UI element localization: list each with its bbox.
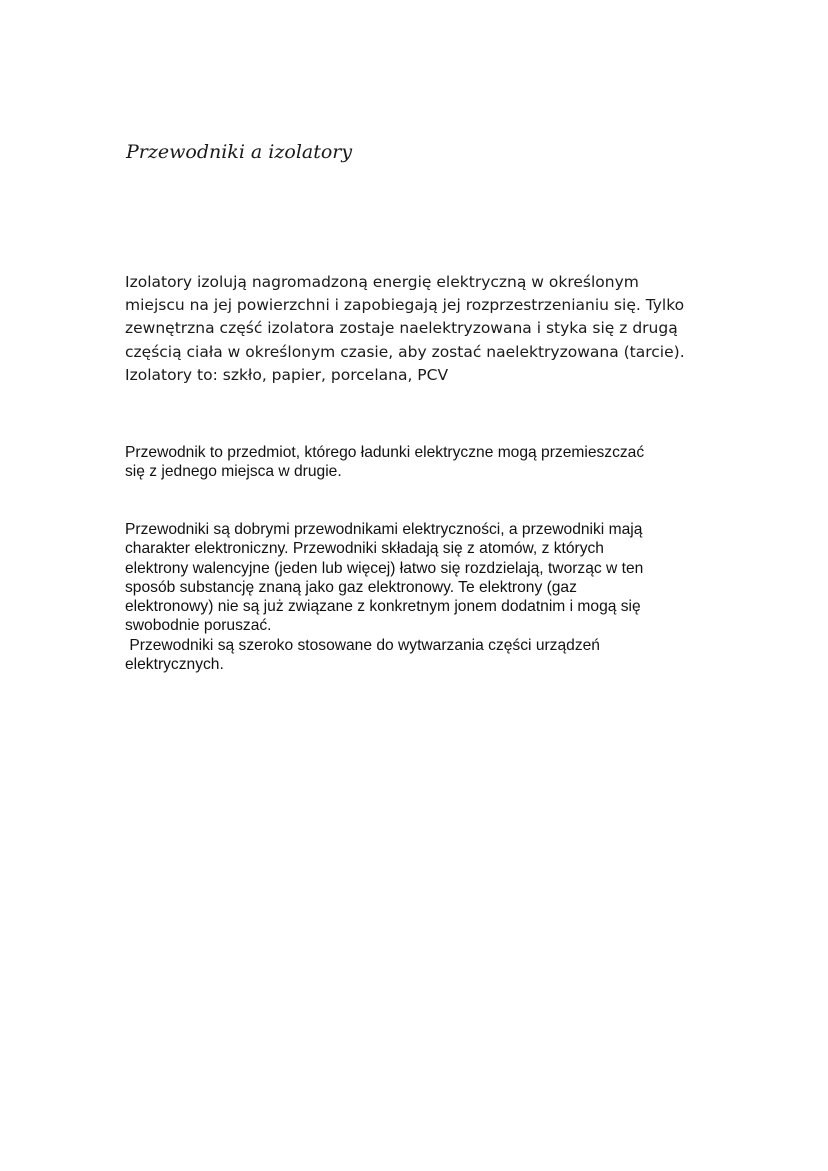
text-line: Izolatory to: szkło, papier, porcelana, PCV [125, 365, 449, 384]
conductors-paragraph [125, 520, 643, 674]
insulators-paragraph [125, 271, 685, 387]
text-line: Przewodniki są szeroko stosowane do wytwarzania części urządzeń [125, 636, 600, 654]
page-title: Przewodniki a izolatory [126, 141, 353, 163]
text-line: miejscu na jej powierzchni i zapobiegają jej rozprzestrzenianiu się. Tylko [125, 296, 685, 315]
text-line: Przewodnik to przedmiot, którego ładunki elektryczne mogą przemieszczać [125, 444, 645, 461]
text-line: elektrony walencyjne (jeden lub więcej) łatwo się rozdzielają, tworząc w ten [125, 559, 644, 577]
text-line: się z jednego miejsca w drugie. [125, 463, 342, 480]
text-line: elektrycznych. [125, 656, 224, 674]
text-line: sposób substancję znaną jako gaz elektronowy. Te elektrony (gaz [125, 578, 577, 596]
conductor-definition-paragraph [125, 443, 644, 481]
text-line: swobodnie poruszać. [125, 617, 272, 635]
text-line: Przewodniki są dobrymi przewodnikami elektryczności, a przewodniki mają [125, 521, 643, 538]
text-line: zewnętrzna część izolatora zostaje naelektryzowana i styka się z drugą [125, 319, 678, 338]
text-line: charakter elektroniczny. Przewodniki składają się z atomów, z których [125, 540, 604, 558]
text-line: częścią ciała w określonym czasie, aby zostać naelektryzowana (tarcie). [125, 342, 685, 361]
text-line: Izolatory izolują nagromadzoną energię elektryczną w określonym [125, 273, 639, 291]
text-line: elektronowy) nie są już związane z konkretnym jonem dodatnim i mogą się [125, 598, 641, 616]
